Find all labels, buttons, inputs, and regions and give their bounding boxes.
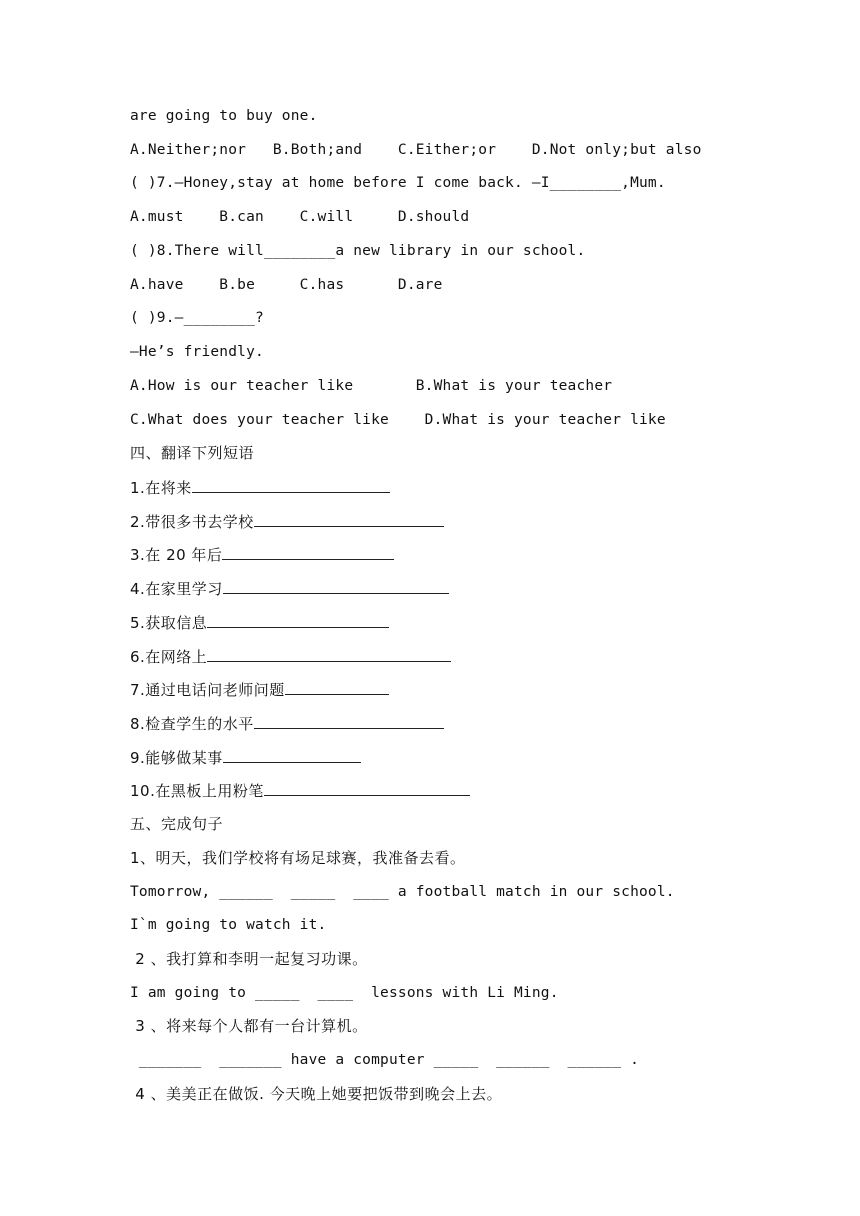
- answer-blank[interactable]: [264, 780, 470, 796]
- answer-blank[interactable]: [222, 544, 394, 560]
- sentence-en: Tomorrow, ______ _____ ____ a football match in our school.: [130, 884, 675, 900]
- phrase-item: [130, 477, 390, 498]
- phrase-item: [130, 780, 470, 801]
- phrase-item: [130, 679, 389, 700]
- phrase-text: 7.通过电话问老师问题: [130, 681, 285, 699]
- answer-blank[interactable]: [207, 612, 389, 628]
- options-line: A.Neither;nor B.Both;and C.Either;or D.Not only;but also: [130, 142, 702, 158]
- options-line: A.How is our teacher like B.What is your teacher: [130, 378, 613, 394]
- phrase-item: [130, 578, 449, 599]
- options-line: A.must B.can C.will D.should: [130, 209, 470, 225]
- question-8: ( )8.There will________a new library in our school.: [130, 243, 586, 259]
- phrase-item: [130, 544, 394, 565]
- text-line: —He’s friendly.: [130, 344, 264, 360]
- sentence-cn: 4 、美美正在做饭. 今天晚上她要把饭带到晚会上去。: [130, 1085, 503, 1103]
- answer-blank[interactable]: [207, 646, 451, 662]
- phrase-item: [130, 511, 444, 532]
- phrase-text: 6.在网络上: [130, 648, 208, 666]
- answer-blank[interactable]: [192, 477, 390, 493]
- answer-blank[interactable]: [254, 511, 444, 527]
- phrase-text: 8.检查学生的水平: [130, 715, 254, 733]
- phrase-text: 9.能够做某事: [130, 749, 223, 767]
- phrase-item: [130, 646, 451, 667]
- phrase-text: 5.获取信息: [130, 614, 208, 632]
- phrase-text: 3.在 20 年后: [130, 546, 223, 564]
- sentence-en: I am going to _____ ____ lessons with Li Ming.: [130, 985, 559, 1001]
- sentence-en: _______ _______ have a computer _____ ______ ______ .: [130, 1052, 639, 1068]
- sentence-cn: 2 、我打算和李明一起复习功课。: [130, 950, 368, 968]
- section-heading: 四、翻译下列短语: [130, 444, 255, 462]
- phrase-item: [130, 713, 444, 734]
- sentence-cn: 3 、将来每个人都有一台计算机。: [130, 1017, 368, 1035]
- phrase-text: 4.在家里学习: [130, 580, 223, 598]
- phrase-text: 1.在将来: [130, 479, 192, 497]
- phrase-item: [130, 747, 361, 768]
- options-line: C.What does your teacher like D.What is your teacher like: [130, 412, 666, 428]
- sentence-en: I`m going to watch it.: [130, 917, 327, 933]
- phrase-item: [130, 612, 389, 633]
- answer-blank[interactable]: [285, 679, 389, 695]
- answer-blank[interactable]: [254, 713, 444, 729]
- question-7: ( )7.—Honey,stay at home before I come back. —I________,Mum.: [130, 175, 666, 191]
- answer-blank[interactable]: [223, 747, 361, 763]
- phrase-text: 10.在黑板上用粉笔: [130, 782, 264, 800]
- section-heading: 五、完成句子: [130, 815, 224, 833]
- options-line: A.have B.be C.has D.are: [130, 277, 443, 293]
- answer-blank[interactable]: [223, 578, 449, 594]
- text-line: are going to buy one.: [130, 108, 318, 124]
- sentence-cn: 1、明天，我们学校将有场足球赛，我准备去看。: [130, 849, 466, 867]
- question-9: ( )9.—________?: [130, 310, 264, 326]
- phrase-text: 2.带很多书去学校: [130, 513, 254, 531]
